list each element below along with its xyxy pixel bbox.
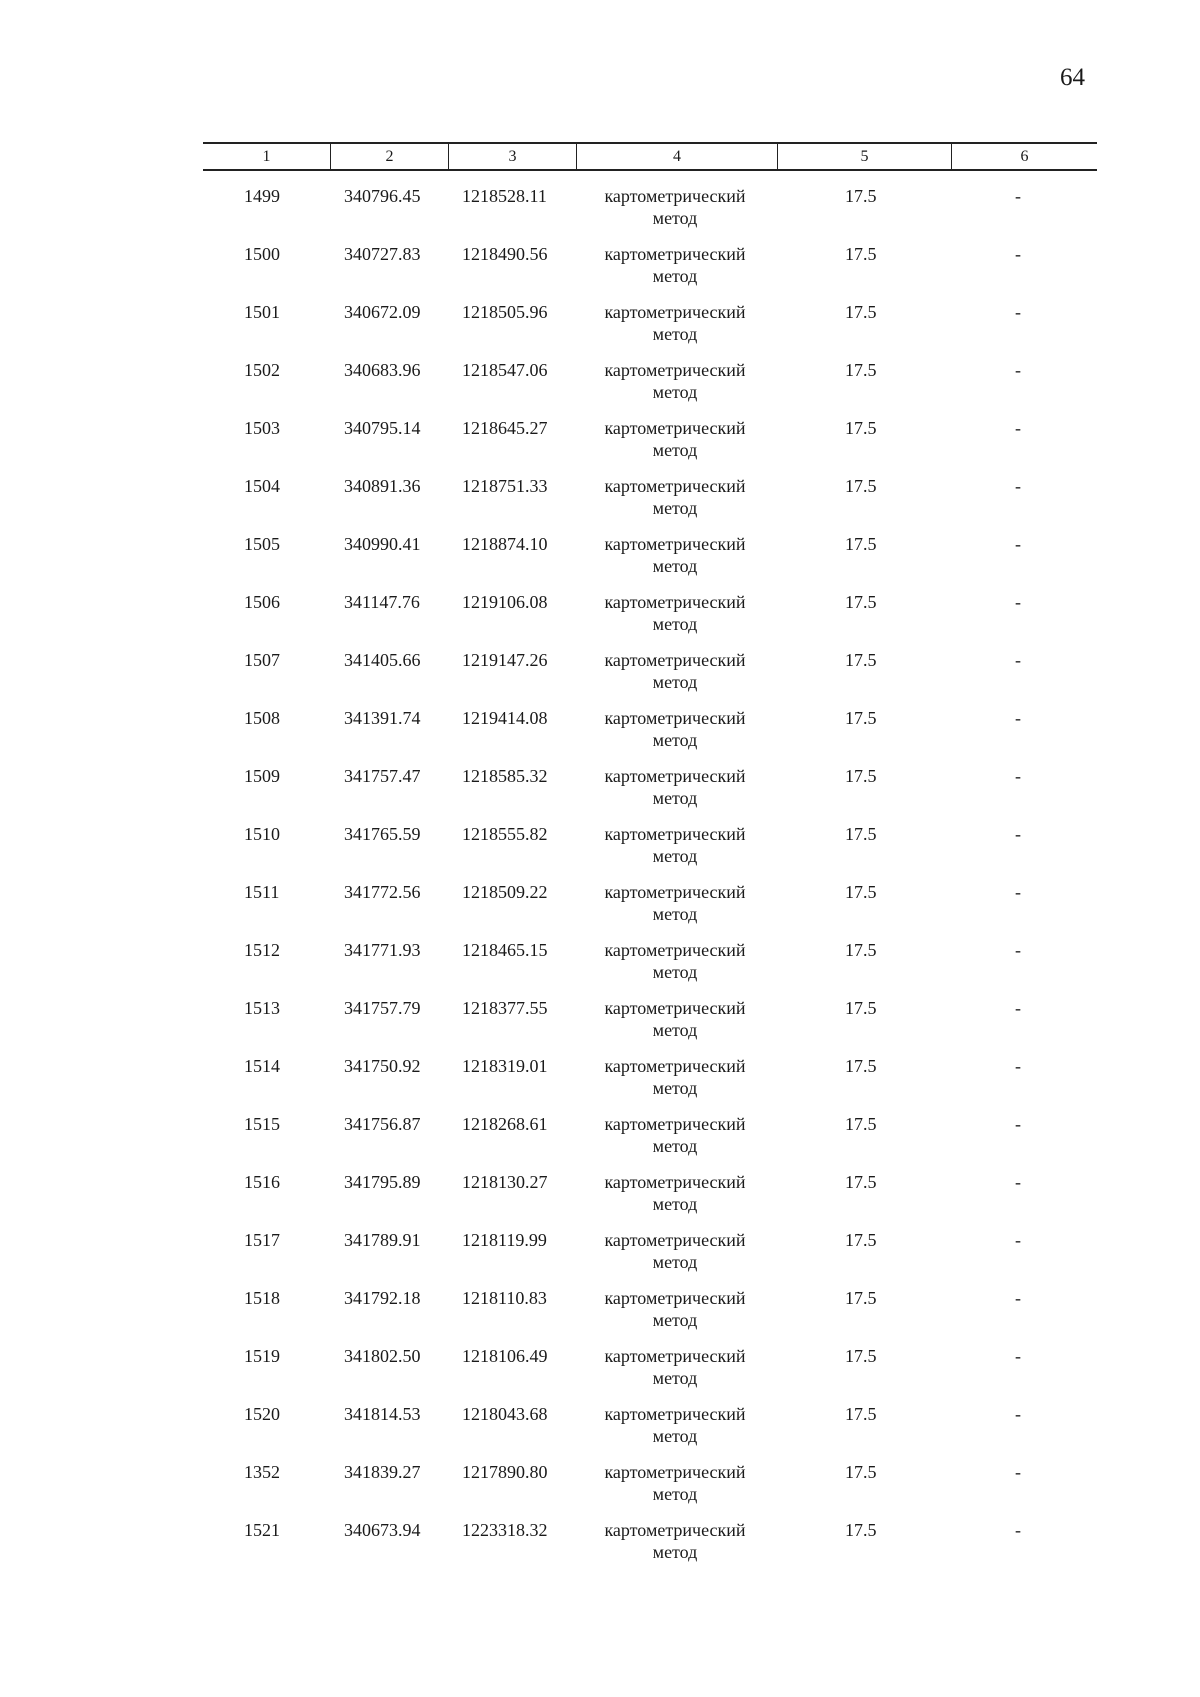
accuracy-cell: 17.5 <box>845 1288 877 1308</box>
y-coordinate-cell: 1218106.49 <box>462 1346 548 1366</box>
table-row <box>0 243 1200 301</box>
method-line-1: картометрический <box>604 766 746 786</box>
x-coordinate-cell: 341802.50 <box>344 1346 421 1366</box>
table-body <box>0 185 1200 1577</box>
method-cell <box>590 1461 760 1505</box>
point-number-cell: 1500 <box>244 244 280 264</box>
point-number-cell: 1521 <box>244 1520 280 1540</box>
method-cell <box>590 939 760 983</box>
method-line-1: картометрический <box>604 1346 746 1366</box>
point-number-cell: 1501 <box>244 302 280 322</box>
note-cell: - <box>1015 534 1021 554</box>
header-cell-5: 5 <box>777 144 951 169</box>
header-cell-6: 6 <box>951 144 1097 169</box>
method-line-1: картометрический <box>604 1114 746 1134</box>
note-cell: - <box>1015 1346 1021 1366</box>
y-coordinate-cell: 1223318.32 <box>462 1520 548 1540</box>
header-cell-4: 4 <box>576 144 777 169</box>
table-row <box>0 417 1200 475</box>
note-cell: - <box>1015 1288 1021 1308</box>
table-row <box>0 1287 1200 1345</box>
note-cell: - <box>1015 998 1021 1018</box>
table-row <box>0 1345 1200 1403</box>
table-row <box>0 1171 1200 1229</box>
accuracy-cell: 17.5 <box>845 766 877 786</box>
accuracy-cell: 17.5 <box>845 708 877 728</box>
note-cell: - <box>1015 418 1021 438</box>
accuracy-cell: 17.5 <box>845 1114 877 1134</box>
note-cell: - <box>1015 1462 1021 1482</box>
accuracy-cell: 17.5 <box>845 186 877 206</box>
point-number-cell: 1519 <box>244 1346 280 1366</box>
table-row <box>0 997 1200 1055</box>
y-coordinate-cell: 1218547.06 <box>462 360 548 380</box>
x-coordinate-cell: 341750.92 <box>344 1056 421 1076</box>
accuracy-cell: 17.5 <box>845 418 877 438</box>
method-line-2: метод <box>652 1542 698 1562</box>
accuracy-cell: 17.5 <box>845 650 877 670</box>
point-number-cell: 1516 <box>244 1172 280 1192</box>
method-line-1: картометрический <box>604 1462 746 1482</box>
accuracy-cell: 17.5 <box>845 1462 877 1482</box>
y-coordinate-cell: 1218555.82 <box>462 824 548 844</box>
method-line-2: метод <box>652 614 698 634</box>
table-row <box>0 707 1200 765</box>
table-header <box>203 142 1097 171</box>
note-cell: - <box>1015 244 1021 264</box>
table-row <box>0 1403 1200 1461</box>
method-line-2: метод <box>652 962 698 982</box>
method-line-1: картометрический <box>604 1172 746 1192</box>
accuracy-cell: 17.5 <box>845 1346 877 1366</box>
point-number-cell: 1508 <box>244 708 280 728</box>
note-cell: - <box>1015 882 1021 902</box>
accuracy-cell: 17.5 <box>845 1056 877 1076</box>
x-coordinate-cell: 341405.66 <box>344 650 421 670</box>
method-cell <box>590 1403 760 1447</box>
table-row <box>0 533 1200 591</box>
accuracy-cell: 17.5 <box>845 302 877 322</box>
x-coordinate-cell: 341147.76 <box>344 592 420 612</box>
y-coordinate-cell: 1218119.99 <box>462 1230 547 1250</box>
method-line-1: картометрический <box>604 882 746 902</box>
method-line-2: метод <box>652 846 698 866</box>
y-coordinate-cell: 1218377.55 <box>462 998 548 1018</box>
method-cell <box>590 243 760 287</box>
method-line-2: метод <box>652 440 698 460</box>
x-coordinate-cell: 340673.94 <box>344 1520 421 1540</box>
x-coordinate-cell: 340795.14 <box>344 418 421 438</box>
y-coordinate-cell: 1218268.61 <box>462 1114 548 1134</box>
table-row <box>0 359 1200 417</box>
accuracy-cell: 17.5 <box>845 592 877 612</box>
x-coordinate-cell: 341814.53 <box>344 1404 421 1424</box>
point-number-cell: 1503 <box>244 418 280 438</box>
method-cell <box>590 1345 760 1389</box>
point-number-cell: 1507 <box>244 650 280 670</box>
y-coordinate-cell: 1218130.27 <box>462 1172 548 1192</box>
accuracy-cell: 17.5 <box>845 360 877 380</box>
y-coordinate-cell: 1219147.26 <box>462 650 548 670</box>
point-number-cell: 1352 <box>244 1462 280 1482</box>
method-line-2: метод <box>652 1368 698 1388</box>
y-coordinate-cell: 1218465.15 <box>462 940 548 960</box>
point-number-cell: 1510 <box>244 824 280 844</box>
note-cell: - <box>1015 360 1021 380</box>
method-cell <box>590 997 760 1041</box>
point-number-cell: 1512 <box>244 940 280 960</box>
accuracy-cell: 17.5 <box>845 940 877 960</box>
method-line-2: метод <box>652 730 698 750</box>
x-coordinate-cell: 340796.45 <box>344 186 421 206</box>
method-line-1: картометрический <box>604 244 746 264</box>
point-number-cell: 1509 <box>244 766 280 786</box>
method-cell <box>590 533 760 577</box>
point-number-cell: 1514 <box>244 1056 280 1076</box>
table-row <box>0 823 1200 881</box>
method-line-2: метод <box>652 1078 698 1098</box>
method-line-1: картометрический <box>604 1404 746 1424</box>
point-number-cell: 1504 <box>244 476 280 496</box>
x-coordinate-cell: 340990.41 <box>344 534 421 554</box>
table-row <box>0 185 1200 243</box>
point-number-cell: 1517 <box>244 1230 280 1250</box>
method-line-1: картометрический <box>604 998 746 1018</box>
method-cell <box>590 881 760 925</box>
note-cell: - <box>1015 1056 1021 1076</box>
method-line-2: метод <box>652 1252 698 1272</box>
method-cell <box>590 301 760 345</box>
accuracy-cell: 17.5 <box>845 476 877 496</box>
note-cell: - <box>1015 1520 1021 1540</box>
method-line-1: картометрический <box>604 1288 746 1308</box>
header-cell-2: 2 <box>330 144 448 169</box>
table-row <box>0 649 1200 707</box>
point-number-cell: 1513 <box>244 998 280 1018</box>
method-cell <box>590 359 760 403</box>
note-cell: - <box>1015 476 1021 496</box>
method-line-1: картометрический <box>604 1520 746 1540</box>
method-line-1: картометрический <box>604 186 746 206</box>
x-coordinate-cell: 341792.18 <box>344 1288 421 1308</box>
x-coordinate-cell: 341391.74 <box>344 708 421 728</box>
method-cell <box>590 1113 760 1157</box>
accuracy-cell: 17.5 <box>845 534 877 554</box>
point-number-cell: 1499 <box>244 186 280 206</box>
method-cell <box>590 475 760 519</box>
method-line-2: метод <box>652 904 698 924</box>
table-row <box>0 1229 1200 1287</box>
method-line-1: картометрический <box>604 1056 746 1076</box>
y-coordinate-cell: 1218645.27 <box>462 418 548 438</box>
y-coordinate-cell: 1218505.96 <box>462 302 548 322</box>
x-coordinate-cell: 340683.96 <box>344 360 421 380</box>
x-coordinate-cell: 340891.36 <box>344 476 421 496</box>
note-cell: - <box>1015 708 1021 728</box>
note-cell: - <box>1015 186 1021 206</box>
table-row <box>0 1055 1200 1113</box>
y-coordinate-cell: 1218528.11 <box>462 186 547 206</box>
table-row <box>0 475 1200 533</box>
x-coordinate-cell: 341789.91 <box>344 1230 421 1250</box>
method-line-2: метод <box>652 382 698 402</box>
method-line-1: картометрический <box>604 940 746 960</box>
header-cell-1: 1 <box>262 147 271 165</box>
method-line-2: метод <box>652 208 698 228</box>
method-cell <box>590 765 760 809</box>
method-cell <box>590 823 760 867</box>
method-cell <box>590 1287 760 1331</box>
method-line-2: метод <box>652 324 698 344</box>
note-cell: - <box>1015 592 1021 612</box>
method-line-1: картометрический <box>604 476 746 496</box>
method-cell <box>590 1171 760 1215</box>
method-line-1: картометрический <box>604 534 746 554</box>
table-row <box>0 301 1200 359</box>
y-coordinate-cell: 1218874.10 <box>462 534 548 554</box>
y-coordinate-cell: 1219106.08 <box>462 592 548 612</box>
method-line-2: метод <box>652 1484 698 1504</box>
method-line-1: картометрический <box>604 360 746 380</box>
method-line-2: метод <box>652 1426 698 1446</box>
x-coordinate-cell: 341795.89 <box>344 1172 421 1192</box>
method-line-2: метод <box>652 1310 698 1330</box>
method-cell <box>590 591 760 635</box>
page-number: 64 <box>1060 64 1085 91</box>
x-coordinate-cell: 341765.59 <box>344 824 421 844</box>
accuracy-cell: 17.5 <box>845 244 877 264</box>
method-cell <box>590 1229 760 1273</box>
method-line-1: картометрический <box>604 824 746 844</box>
accuracy-cell: 17.5 <box>845 998 877 1018</box>
accuracy-cell: 17.5 <box>845 882 877 902</box>
method-line-2: метод <box>652 788 698 808</box>
y-coordinate-cell: 1217890.80 <box>462 1462 548 1482</box>
point-number-cell: 1511 <box>244 882 280 902</box>
accuracy-cell: 17.5 <box>845 1404 877 1424</box>
note-cell: - <box>1015 1230 1021 1250</box>
y-coordinate-cell: 1218751.33 <box>462 476 548 496</box>
method-line-2: метод <box>652 1136 698 1156</box>
accuracy-cell: 17.5 <box>845 1230 877 1250</box>
table-row <box>0 765 1200 823</box>
table-row <box>0 1461 1200 1519</box>
note-cell: - <box>1015 766 1021 786</box>
x-coordinate-cell: 341757.79 <box>344 998 421 1018</box>
method-line-2: метод <box>652 266 698 286</box>
table-row <box>0 591 1200 649</box>
accuracy-cell: 17.5 <box>845 1520 877 1540</box>
point-number-cell: 1502 <box>244 360 280 380</box>
x-coordinate-cell: 340672.09 <box>344 302 421 322</box>
point-number-cell: 1515 <box>244 1114 280 1134</box>
x-coordinate-cell: 341771.93 <box>344 940 421 960</box>
y-coordinate-cell: 1218490.56 <box>462 244 548 264</box>
method-line-1: картометрический <box>604 650 746 670</box>
method-line-1: картометрический <box>604 708 746 728</box>
table-row <box>0 1519 1200 1577</box>
point-number-cell: 1506 <box>244 592 280 612</box>
method-line-1: картометрический <box>604 1230 746 1250</box>
method-line-1: картометрический <box>604 418 746 438</box>
x-coordinate-cell: 341757.47 <box>344 766 421 786</box>
note-cell: - <box>1015 940 1021 960</box>
note-cell: - <box>1015 302 1021 322</box>
y-coordinate-cell: 1219414.08 <box>462 708 548 728</box>
method-line-2: метод <box>652 1020 698 1040</box>
method-line-2: метод <box>652 672 698 692</box>
method-cell <box>590 417 760 461</box>
method-cell <box>590 1055 760 1099</box>
x-coordinate-cell: 340727.83 <box>344 244 421 264</box>
y-coordinate-cell: 1218509.22 <box>462 882 548 902</box>
note-cell: - <box>1015 650 1021 670</box>
method-line-2: метод <box>652 556 698 576</box>
y-coordinate-cell: 1218110.83 <box>462 1288 547 1308</box>
x-coordinate-cell: 341756.87 <box>344 1114 421 1134</box>
table-row <box>0 881 1200 939</box>
note-cell: - <box>1015 1172 1021 1192</box>
method-line-2: метод <box>652 1194 698 1214</box>
y-coordinate-cell: 1218585.32 <box>462 766 548 786</box>
table-row <box>0 1113 1200 1171</box>
header-cell-3: 3 <box>448 144 576 169</box>
x-coordinate-cell: 341839.27 <box>344 1462 421 1482</box>
method-cell <box>590 649 760 693</box>
method-line-2: метод <box>652 498 698 518</box>
method-line-1: картометрический <box>604 302 746 322</box>
method-line-1: картометрический <box>604 592 746 612</box>
point-number-cell: 1518 <box>244 1288 280 1308</box>
note-cell: - <box>1015 824 1021 844</box>
note-cell: - <box>1015 1404 1021 1424</box>
y-coordinate-cell: 1218319.01 <box>462 1056 548 1076</box>
note-cell: - <box>1015 1114 1021 1134</box>
accuracy-cell: 17.5 <box>845 1172 877 1192</box>
y-coordinate-cell: 1218043.68 <box>462 1404 548 1424</box>
point-number-cell: 1520 <box>244 1404 280 1424</box>
point-number-cell: 1505 <box>244 534 280 554</box>
method-cell <box>590 707 760 751</box>
table-row <box>0 939 1200 997</box>
x-coordinate-cell: 341772.56 <box>344 882 421 902</box>
accuracy-cell: 17.5 <box>845 824 877 844</box>
method-cell <box>590 1519 760 1563</box>
method-cell <box>590 185 760 229</box>
